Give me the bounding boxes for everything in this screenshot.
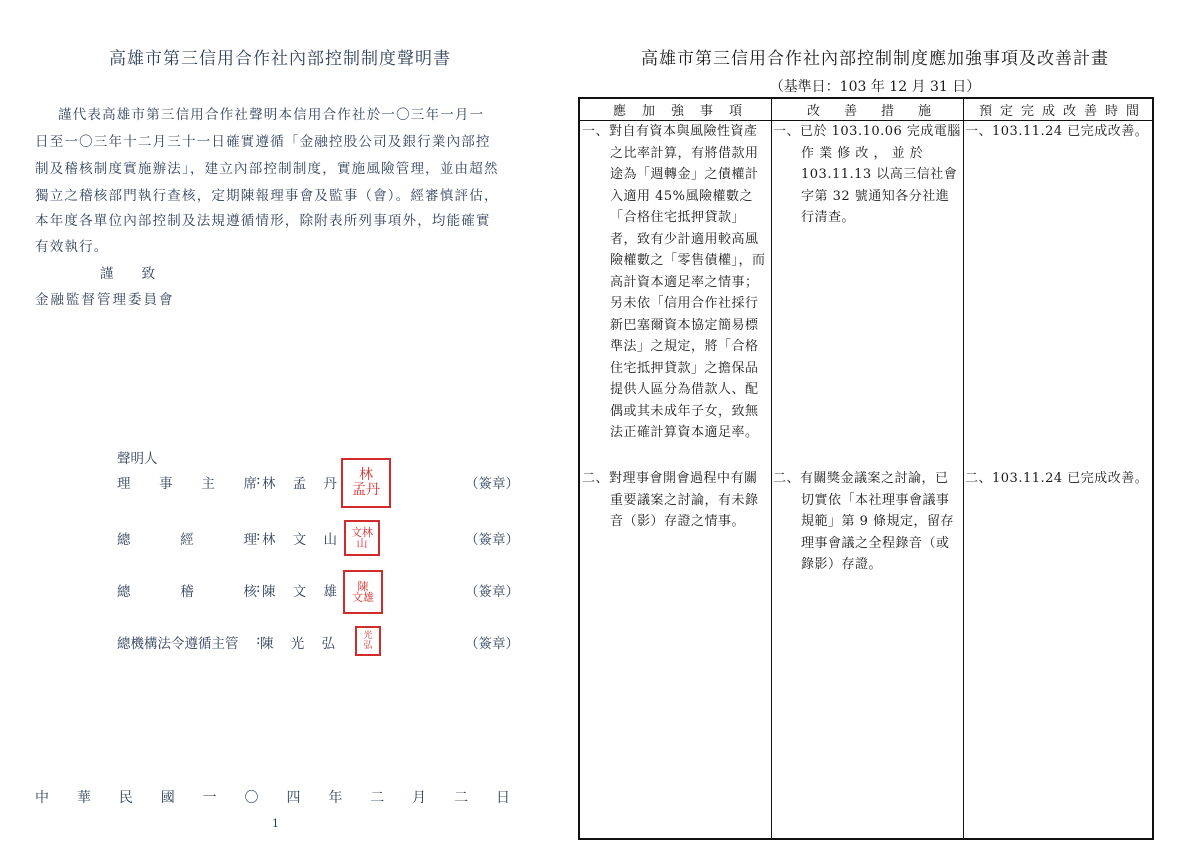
signatory-row: 總 稽 核 : 陳 文 雄 陳 文雄 （簽章）: [117, 568, 517, 608]
red-seal-stamp: 光 弘: [355, 626, 381, 656]
table-cell-completion: 二、103.11.24 已完成改善。: [965, 471, 1149, 486]
improvement-plan-title: 高雄市第三信用合作社內部控制制度應加強事項及改善計畫: [641, 49, 1109, 69]
declaration-body-line: 日至一〇三年十二月三十一日確實遵循「金融控股公司及銀行業內部控: [35, 134, 491, 150]
table-cell-measure: 二、有關獎金議案之討論，已 切實依「本社理事會議事 規範」第 9 條規定，留存 理事會議之全程錄音（或 錄影）存證。: [773, 471, 955, 572]
signature-mark: （簽章）: [465, 636, 519, 652]
declaration-date: 中 華 民 國 一 〇 四 年 二 月 二 日: [35, 790, 510, 806]
column-header-issues: 應 加 強 事 項: [612, 103, 742, 119]
signatory-title: 總 稽 核: [117, 584, 257, 600]
recipient: 金融監督管理委員會: [35, 292, 175, 308]
signatory-row: 總 經 理 : 林 文 山 文林 山 （簽章）: [117, 516, 517, 556]
signatory-row: 理 事 主 席 : 林 孟 丹 林 孟丹 （簽章）: [117, 460, 517, 500]
table-cell-issue: 二、對理事會開會過程中有關 重要議案之討論，有未錄 音（影）存證之情事。: [582, 471, 759, 529]
signature-mark: （簽章）: [465, 476, 519, 492]
signature-mark: （簽章）: [465, 532, 519, 548]
red-seal-stamp: 林 孟丹: [341, 458, 391, 508]
signature-mark: （簽章）: [465, 584, 519, 600]
table-cell-measure: 一、已於 103.10.06 完成電腦 作 業 修 改 ， 並 於 103.11.13 以高三信社會 字第 32 號通知各分社進 行清查。: [773, 124, 961, 225]
signatory-name: 陳 文 雄: [262, 584, 337, 600]
signatory-name: 陳 光 弘: [260, 636, 335, 652]
signatory-name: 林 孟 丹: [262, 476, 337, 492]
page-number: 1: [272, 817, 279, 830]
table-cell-completion: 一、103.11.24 已完成改善。: [965, 124, 1149, 139]
declaration-body-line: 本年度各單位內部控制及法規遵循情形，除附表所列事項外，均能確實: [35, 213, 491, 229]
table-divider: [963, 97, 964, 840]
declaration-body-line: 謹代表高雄市第三信用合作社聲明本信用合作社於一〇三年一月一: [58, 107, 485, 123]
signatory-row: 總機構法令遵循主管 : 陳 光 弘 光 弘 （簽章）: [117, 620, 517, 660]
signatory-title: 總 經 理: [117, 532, 257, 548]
declaration-body-line: 獨立之稽核部門執行查核，定期陳報理事會及監事（會）。經審慎評估，: [35, 188, 499, 204]
column-header-completion: 預 定 完 成 改 善 時 間: [978, 103, 1139, 119]
declaration-body-line: 有效執行。: [35, 239, 109, 255]
base-date: （基準日：103 年 12 月 31 日）: [769, 79, 981, 95]
signatory-title: 理 事 主 席: [117, 476, 257, 492]
red-seal-stamp: 陳 文雄: [343, 570, 383, 614]
column-header-measures: 改 善 措 施: [806, 103, 931, 119]
declaration-title: 高雄市第三信用合作社內部控制制度聲明書: [109, 49, 451, 69]
declarant-label: 聲明人: [117, 451, 158, 467]
declaration-body-line: 制及稽核制度實施辦法」，建立內部控制制度，實施風險管理，並由超然: [35, 161, 499, 177]
table-cell-issue: 一、對自有資本與風險性資產 之比率計算，有將借款用 途為「週轉金」之債權計 入適用 45%風險權數之 「合格住宅抵押貸款」 者，致有少計適用較高風 險權數之「零售債權」，而 高計資本適足率之情事； 另未依「信用合作社採行 新巴塞爾資本協定簡易標 準法」之規定，將「合格 住宅抵押貸款」之擔保品 提供人區分為借款人、配 偶或其未成年子女，致無 法正確計算資本適足率。: [582, 124, 766, 440]
closing-salutation: 謹 致: [100, 266, 155, 282]
red-seal-stamp: 文林 山: [344, 520, 380, 556]
signatory-title: 總機構法令遵循主管: [117, 636, 239, 652]
signatory-name: 林 文 山: [262, 532, 337, 548]
table-divider: [771, 97, 772, 840]
